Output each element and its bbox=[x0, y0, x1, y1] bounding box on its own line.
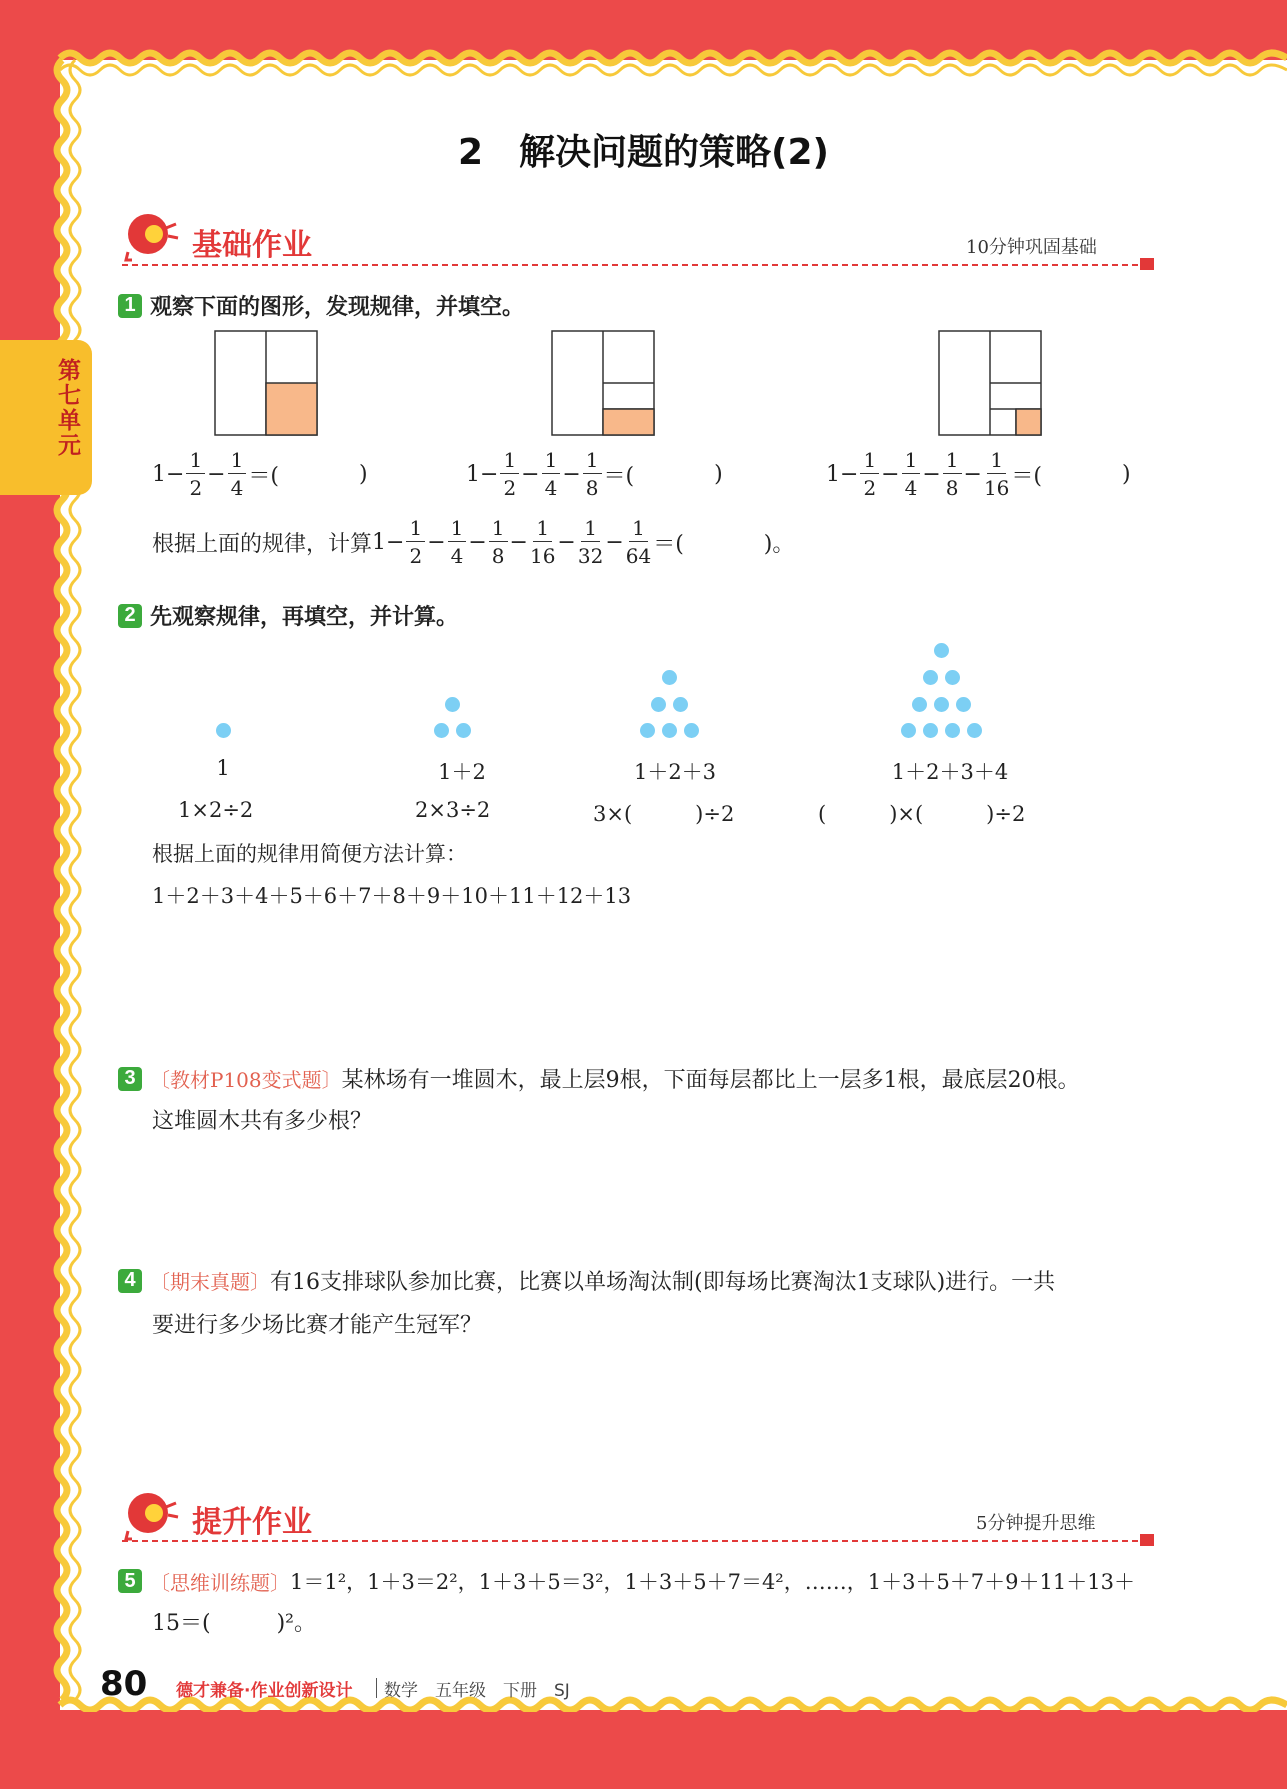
q1-prompt: 观察下面的图形，发现规律，并填空。 bbox=[150, 295, 525, 320]
section-basic-note: 10分钟巩固基础 bbox=[966, 237, 1097, 258]
q2-product-1: 1×2÷2 bbox=[178, 798, 254, 822]
q2-rule: 根据上面的规律用简便方法计算： bbox=[152, 842, 467, 866]
q5-line1: 1＝1²，1＋3＝2²，1＋3＋5＝3²，1＋3＋5＋7＝4²，……，1＋3＋5＋7＋9＋11＋13＋ bbox=[290, 1570, 1135, 1594]
q1-rule-prefix: 根据上面的规律，计算 bbox=[152, 531, 373, 557]
q1-number: 1 bbox=[118, 294, 142, 318]
q2-sum-1: 1 bbox=[216, 756, 230, 780]
q5-tag: 〔思维训练题〕 bbox=[150, 1570, 290, 1595]
q2-number: 2 bbox=[118, 604, 142, 628]
unit-side-tab[interactable] bbox=[0, 340, 92, 495]
q2-prompt-row bbox=[118, 600, 458, 631]
section-advanced-title: 提升作业 bbox=[192, 1505, 312, 1540]
q1-rule-equation: 根据上面的规律，计算 1− $\frac{1}{2}$ − $\frac{1}{4}$ − $\frac{1}{8}$ − $\frac{1}{16}$ − $\frac{1}{32}$ − $\frac{1}{64}$ ＝( )。 bbox=[152, 516, 795, 568]
q1-equation-3: 1− $\frac{1}{2}$ − $\frac{1}{4}$ − $\frac{1}{8}$ − $\frac{1}{16}$ ＝( ) bbox=[826, 448, 1131, 500]
q4-tag: 〔期末真题〕 bbox=[150, 1270, 270, 1294]
q5-number: 5 bbox=[118, 1569, 142, 1593]
q2-product-2: 2×3÷2 bbox=[415, 798, 491, 822]
footer-brand: 德才兼备·作业创新设计 bbox=[176, 1681, 353, 1701]
q3-tag: 〔教材P108变式题〕 bbox=[150, 1068, 342, 1092]
q3-number: 3 bbox=[118, 1067, 142, 1091]
q2-sum-3: 1＋2＋3 bbox=[633, 760, 717, 784]
q5-line2: 15＝( )²。 bbox=[152, 1611, 316, 1636]
q3-line2: 这堆圆木共有多少根？ bbox=[152, 1109, 373, 1134]
q3-row bbox=[118, 1063, 1080, 1094]
q1-equation-2: 1− $\frac{1}{2}$ − $\frac{1}{4}$ − $\frac{1}{8}$ ＝( ) bbox=[466, 448, 723, 500]
q3-line1: 某林场有一堆圆木，最上层9根，下面每层都比上一层多1根，最底层20根。 bbox=[341, 1068, 1080, 1093]
q2-expression: 1＋2＋3＋4＋5＋6＋7＋8＋9＋10＋11＋12＋13 bbox=[152, 884, 632, 908]
section-basic-title: 基础作业 bbox=[192, 228, 312, 263]
section-basic-divider bbox=[122, 264, 1148, 266]
page-number: 80 bbox=[100, 1664, 148, 1704]
section-advanced-line-end bbox=[1140, 1534, 1154, 1546]
q1-prompt-row bbox=[118, 290, 524, 321]
q1-figure-2 bbox=[551, 330, 655, 436]
footer-divider bbox=[376, 1678, 377, 1698]
section-basic-line-end bbox=[1140, 258, 1154, 270]
q2-prompt: 先观察规律，再填空，并计算。 bbox=[150, 605, 459, 630]
lightbulb-icon bbox=[118, 208, 180, 264]
q4-row bbox=[118, 1265, 1055, 1296]
q1-equation-1: 1− $\frac{1}{2}$ − $\frac{1}{4}$ ＝( ) bbox=[152, 448, 368, 500]
page-title: 2 解决问题的策略(2) bbox=[457, 132, 829, 173]
q4-line1: 有16支排球队参加比赛，比赛以单场淘汰制(即每场比赛淘汰1支球队)进行。一共 bbox=[270, 1270, 1056, 1295]
q2-sum-2: 1＋2 bbox=[438, 760, 486, 784]
q1-figure-3 bbox=[938, 330, 1042, 436]
footer-info: 数学 五年级 下册 SJ bbox=[384, 1681, 570, 1701]
section-advanced-note: 5分钟提升思维 bbox=[976, 1513, 1096, 1534]
q2-product-3: 3×( )÷2 bbox=[593, 802, 735, 826]
section-advanced-divider bbox=[122, 1540, 1148, 1542]
q2-product-4: ( )×( )÷2 bbox=[818, 802, 1026, 826]
q1-figure-1 bbox=[214, 330, 318, 436]
lightbulb-icon bbox=[118, 1487, 180, 1543]
q2-sum-4: 1＋2＋3＋4 bbox=[891, 760, 1009, 784]
unit-side-tab-label: 第七单元 bbox=[54, 358, 80, 458]
q4-line2: 要进行多少场比赛才能产生冠军？ bbox=[152, 1313, 483, 1338]
q4-number: 4 bbox=[118, 1269, 142, 1293]
q5-row bbox=[118, 1566, 1135, 1596]
